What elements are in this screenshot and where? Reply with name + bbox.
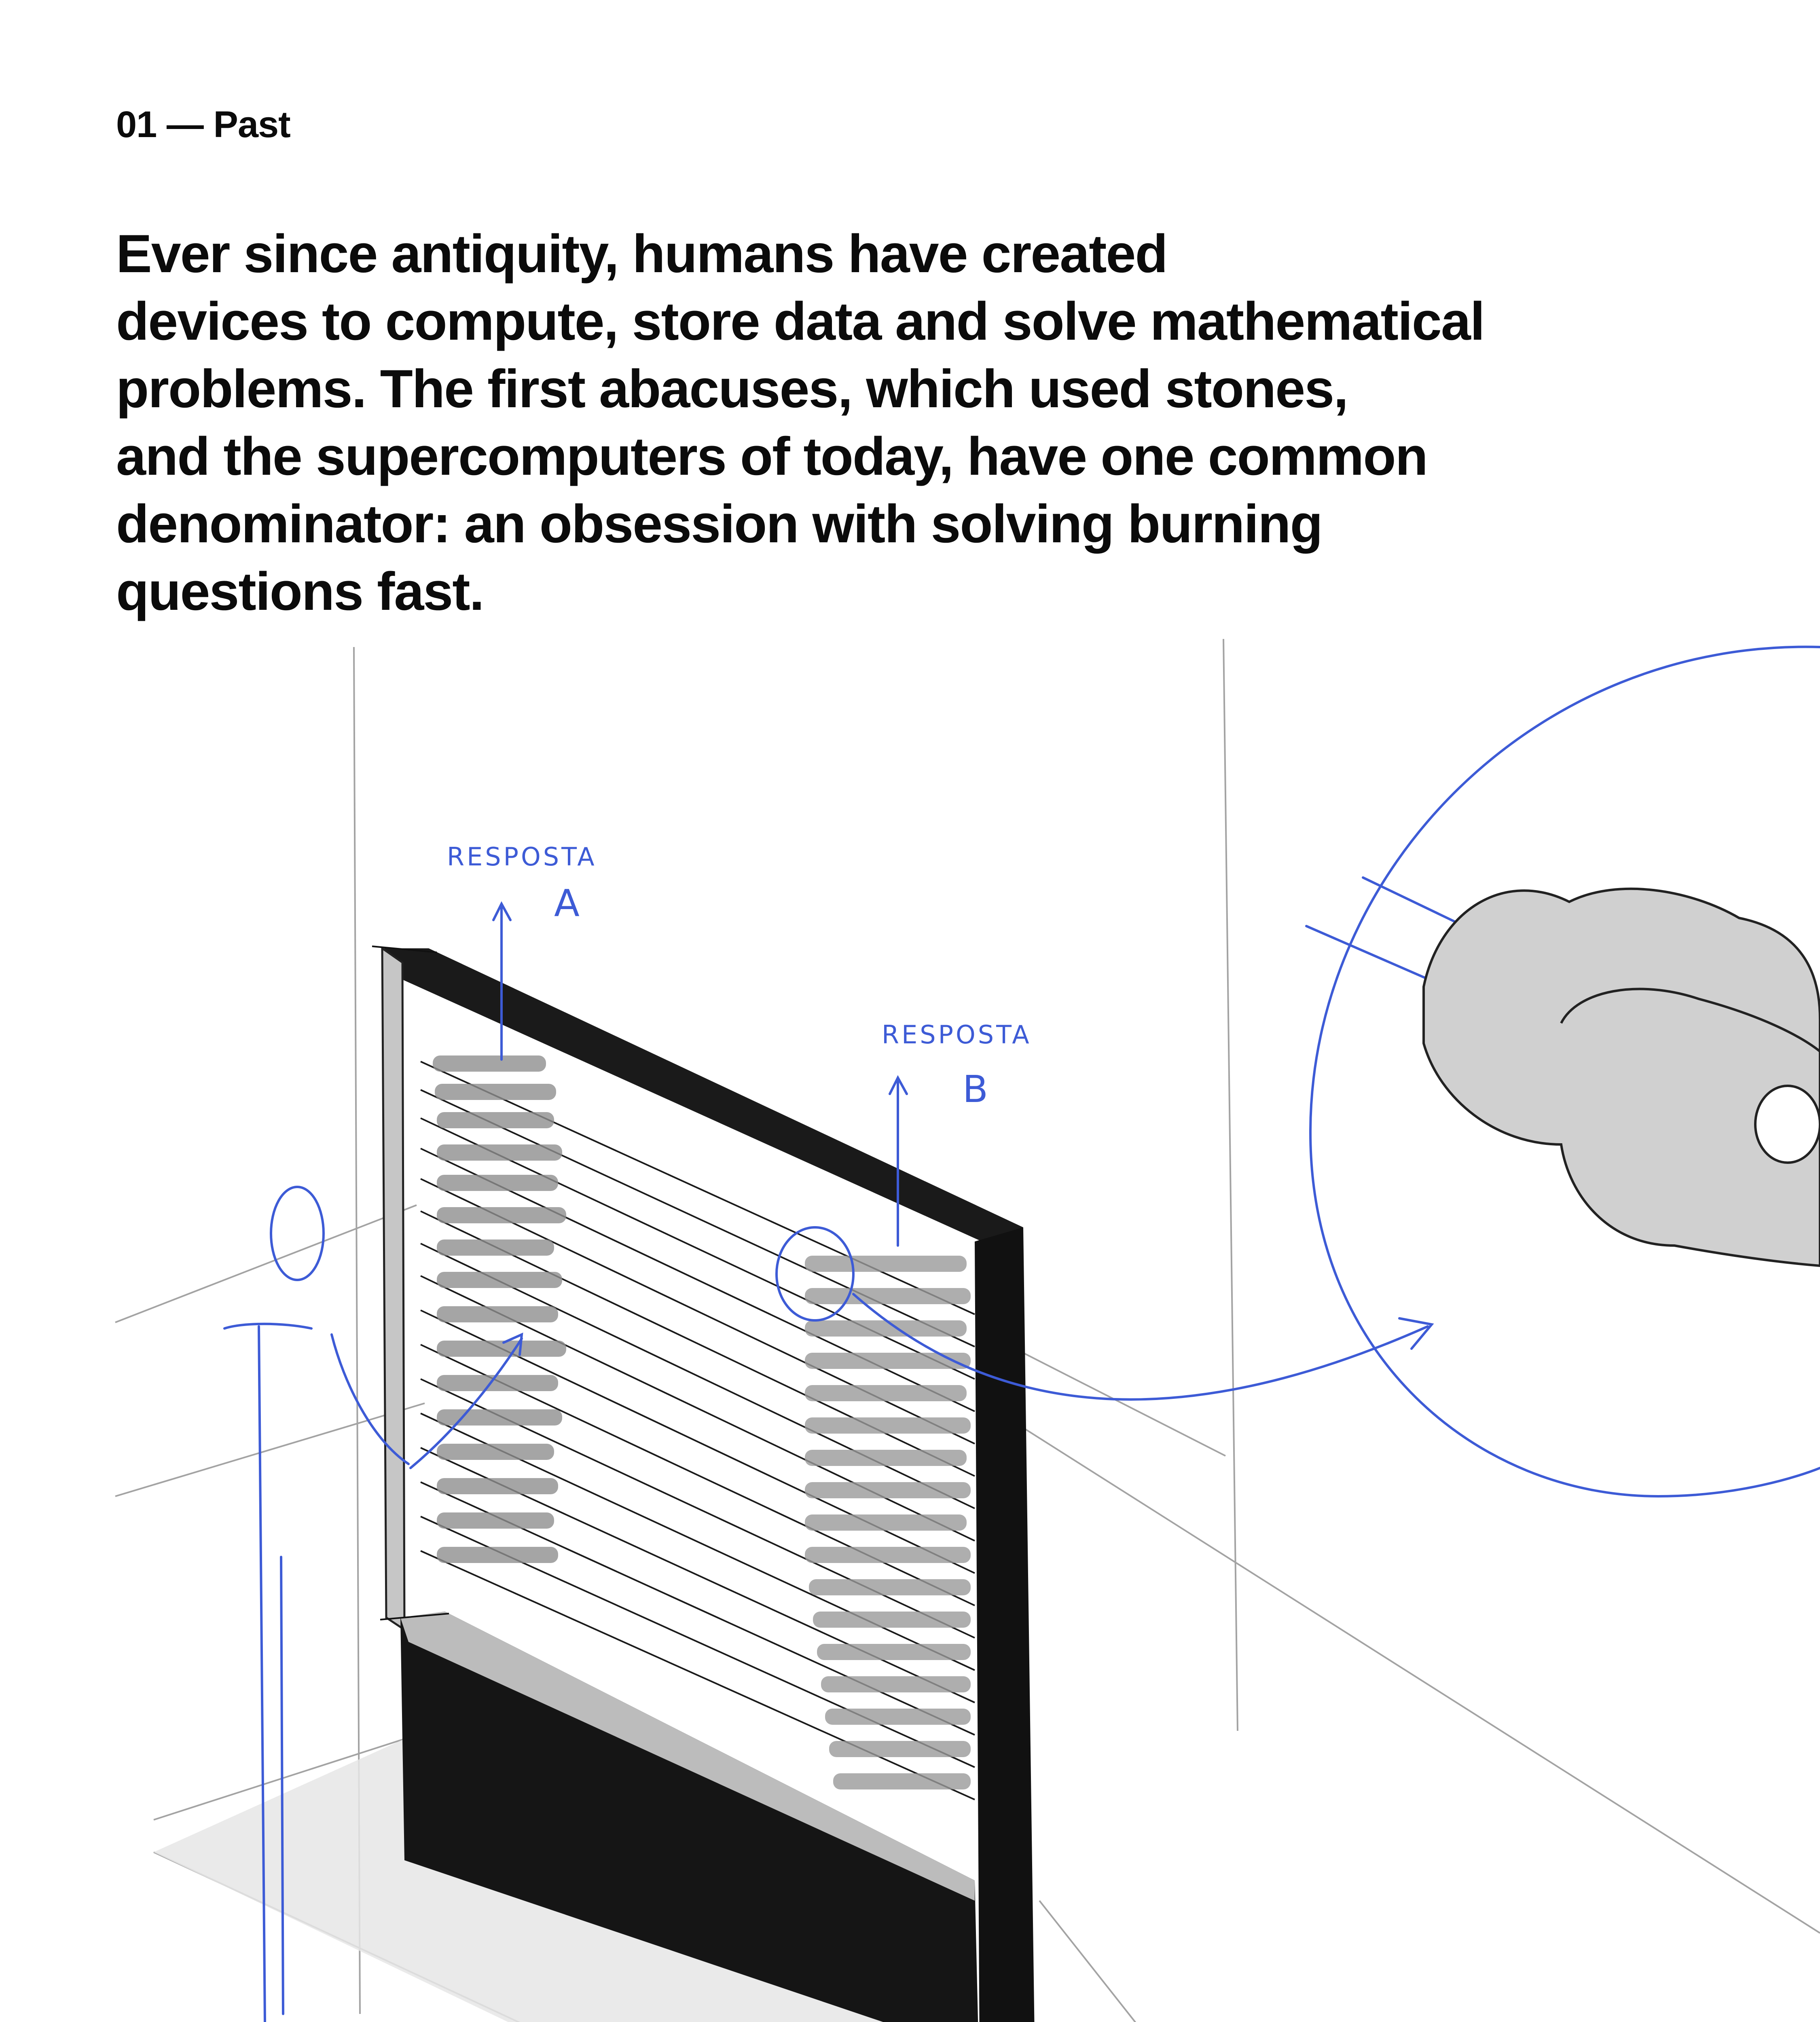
- intro-line: questions fast.: [116, 562, 484, 622]
- annotation-a-letter: A: [554, 882, 580, 925]
- intro-line: devices to compute, store data and solve mathematical: [116, 292, 1484, 351]
- intro-line: denominator: an obsession with solving burning: [116, 494, 1322, 554]
- annotation-b-word: RESPOSTA: [882, 1020, 1032, 1049]
- hand-sketch: [1424, 889, 1820, 1266]
- intro-line: Ever since antiquity, humans have created: [116, 224, 1167, 284]
- annotation-a-word: RESPOSTA: [447, 842, 597, 871]
- section-label: 01 — Past: [116, 104, 290, 145]
- abacus-beads-left: [433, 1055, 566, 1563]
- abacus-sketch-illustration: [0, 631, 1820, 2022]
- intro-paragraph: [116, 220, 1714, 626]
- intro-line: and the supercomputers of today, have one common: [116, 427, 1427, 486]
- intro-line: problems. The first abacuses, which used stones,: [116, 359, 1348, 419]
- annotation-b-letter: B: [963, 1068, 988, 1111]
- abacus-beads-right: [805, 1256, 971, 1789]
